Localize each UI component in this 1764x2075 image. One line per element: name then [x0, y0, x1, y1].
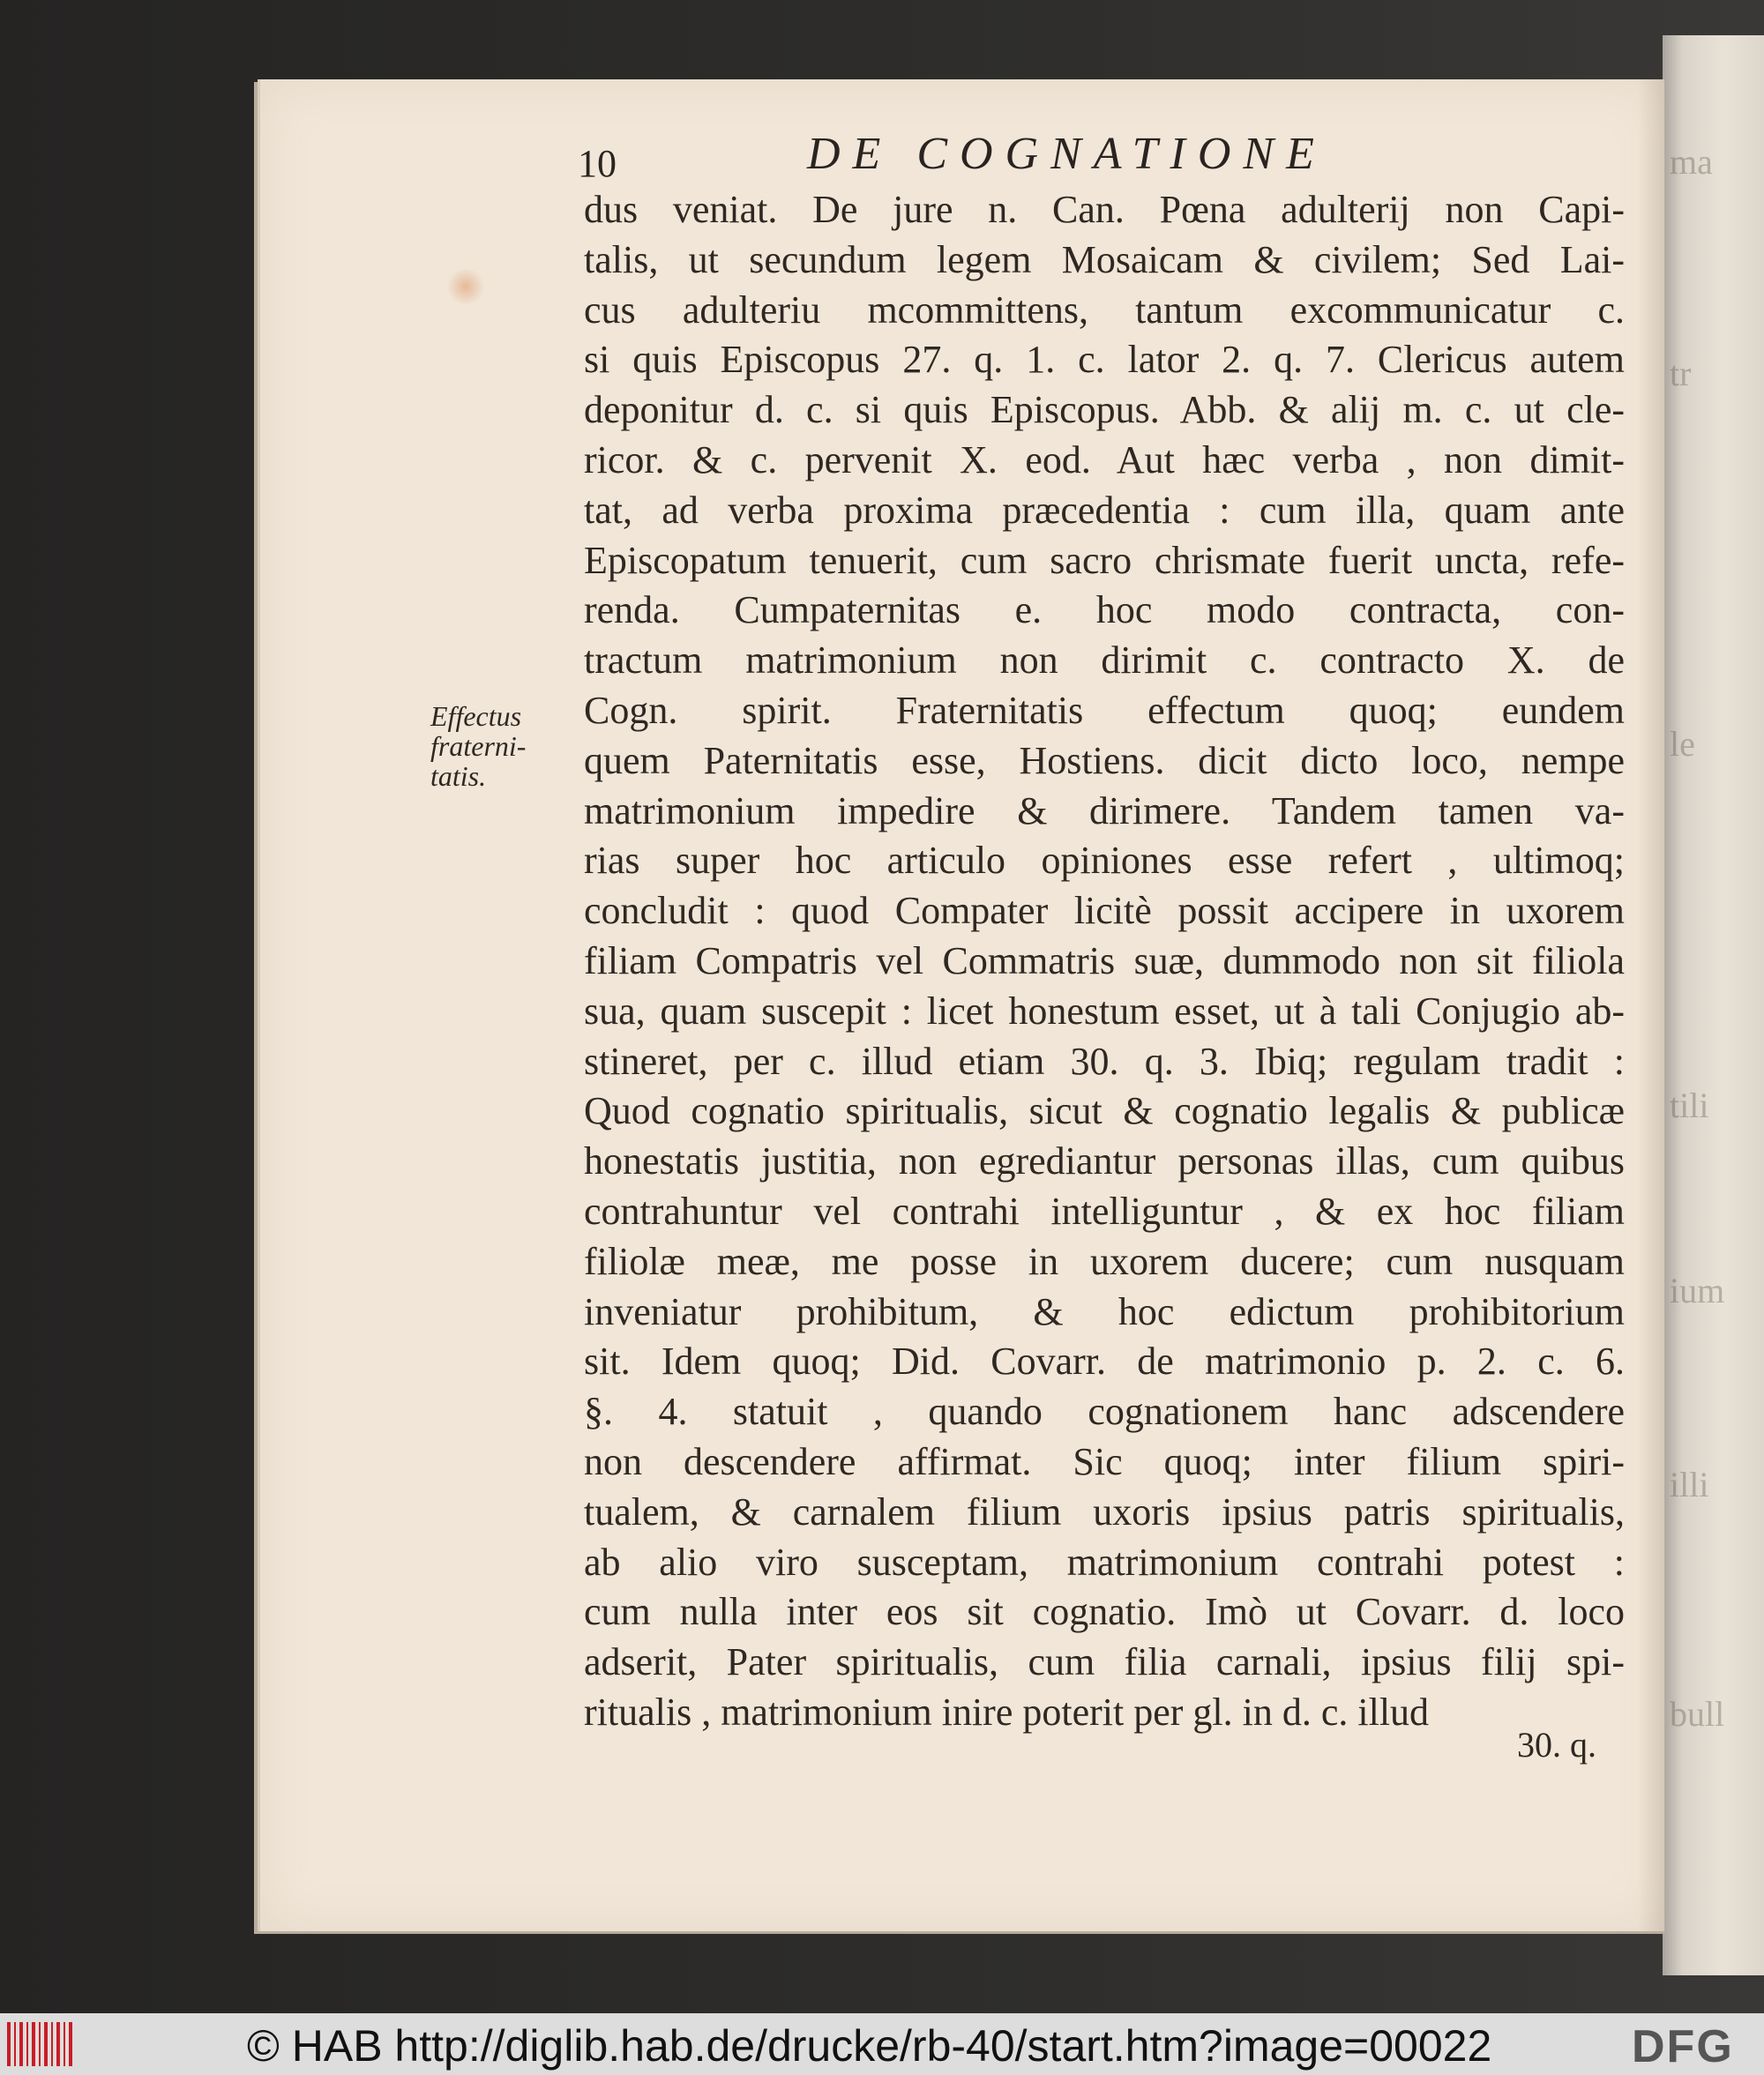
- catchword: 30. q.: [1517, 1725, 1596, 1765]
- text-line: Cogn. spirit. Fraternitatis effectum quoq; eundem: [584, 688, 1625, 732]
- hab-logo-icon: [7, 2022, 72, 2066]
- text-line: quem Paternitatis esse, Hostiens. dicit dicto loco, nempe: [584, 738, 1625, 782]
- text-line: ab alio viro susceptam, matrimonium contrahi potest :: [584, 1540, 1625, 1584]
- footer-bar: [0, 2013, 1764, 2075]
- text-line: renda. Cumpaternitas e. hoc modo contracta, con-: [584, 588, 1625, 632]
- text-line: tat, ad verba proxima præcedentia : cum illa, quam ante: [584, 488, 1625, 532]
- dfg-logo: DFG: [1632, 2021, 1734, 2072]
- text-line: filiolæ meæ, me posse in uxorem ducere; cum nusquam: [584, 1239, 1625, 1283]
- text-line: deponitur d. c. si quis Episcopus. Abb. & alij m. c. ut cle-: [584, 388, 1625, 432]
- body-text: [584, 185, 1625, 1738]
- text-line: concludit : quod Compater licitè possit accipere in uxorem: [584, 889, 1625, 933]
- text-line: ricor. & c. pervenit X. eod. Aut hæc verba , non dimit-: [584, 437, 1625, 481]
- page-number: 10: [578, 142, 617, 185]
- text-line: Quod cognatio spiritualis, sicut & cognatio legalis & publicæ: [584, 1089, 1625, 1133]
- text-line: tualem, & carnalem filium uxoris ipsius patris spiritualis,: [584, 1489, 1625, 1534]
- text-line: inveniatur prohibitum, & hoc edictum prohibitorium: [584, 1289, 1625, 1333]
- marginal-note: Effectus fraterni- tatis.: [430, 700, 527, 792]
- text-line: filiam Compatris vel Commatris suæ, dummodo non sit filiola: [584, 938, 1625, 982]
- text-line: tractum matrimonium non dirimit c. contracto X. de: [584, 638, 1625, 683]
- text-line: §. 4. statuit , quando cognationem hanc adscendere: [584, 1390, 1625, 1434]
- adjacent-page-edge: ma tr le tili ium illi bull: [1663, 35, 1764, 1975]
- text-line: stineret, per c. illud etiam 30. q. 3. Ibiq; regulam tradit :: [584, 1039, 1625, 1083]
- running-title: DE COGNATIONE: [807, 129, 1327, 179]
- foxing-stain: [445, 269, 486, 304]
- text-line: honestatis justitia, non egrediantur personas illas, cum quibus: [584, 1139, 1625, 1183]
- page-gutter: [1638, 79, 1664, 1931]
- text-line: si quis Episcopus 27. q. 1. c. lator 2. q. 7. Clericus autem: [584, 338, 1625, 382]
- text-line: cus adulteriu mcommittens, tantum excommunicatur c.: [584, 287, 1625, 332]
- text-line: sua, quam suscepit : licet honestum esset, ut à tali Conjugio ab-: [584, 989, 1625, 1033]
- text-line: adserit, Pater spiritualis, cum filia carnali, ipsius filij spi-: [584, 1640, 1625, 1684]
- text-line: Episcopatum tenuerit, cum sacro chrismate fuerit uncta, refe-: [584, 538, 1625, 582]
- text-line: rias super hoc articulo opiniones esse refert , ultimoq;: [584, 839, 1625, 883]
- text-line: non descendere affirmat. Sic quoq; inter filium spiri-: [584, 1439, 1625, 1483]
- text-line: cum nulla inter eos sit cognatio. Imò ut Covarr. d. loco: [584, 1590, 1625, 1634]
- text-line: ritualis , matrimonium inire poterit per gl. in d. c. illud: [584, 1690, 1430, 1734]
- text-line: dus veniat. De jure n. Can. Pœna adulterij non Capi-: [584, 188, 1625, 231]
- copyright-link[interactable]: © HAB http://diglib.hab.de/drucke/rb-40/start.htm?image=00022: [247, 2021, 1492, 2071]
- text-line: contrahuntur vel contrahi intelliguntur , & ex hoc filiam: [584, 1189, 1625, 1233]
- text-line: sit. Idem quoq; Did. Covarr. de matrimonio p. 2. c. 6.: [584, 1340, 1625, 1384]
- text-line: talis, ut secundum legem Mosaicam & civilem; Sed Lai-: [584, 237, 1625, 281]
- text-line: matrimonium impedire & dirimere. Tandem tamen va-: [584, 788, 1625, 832]
